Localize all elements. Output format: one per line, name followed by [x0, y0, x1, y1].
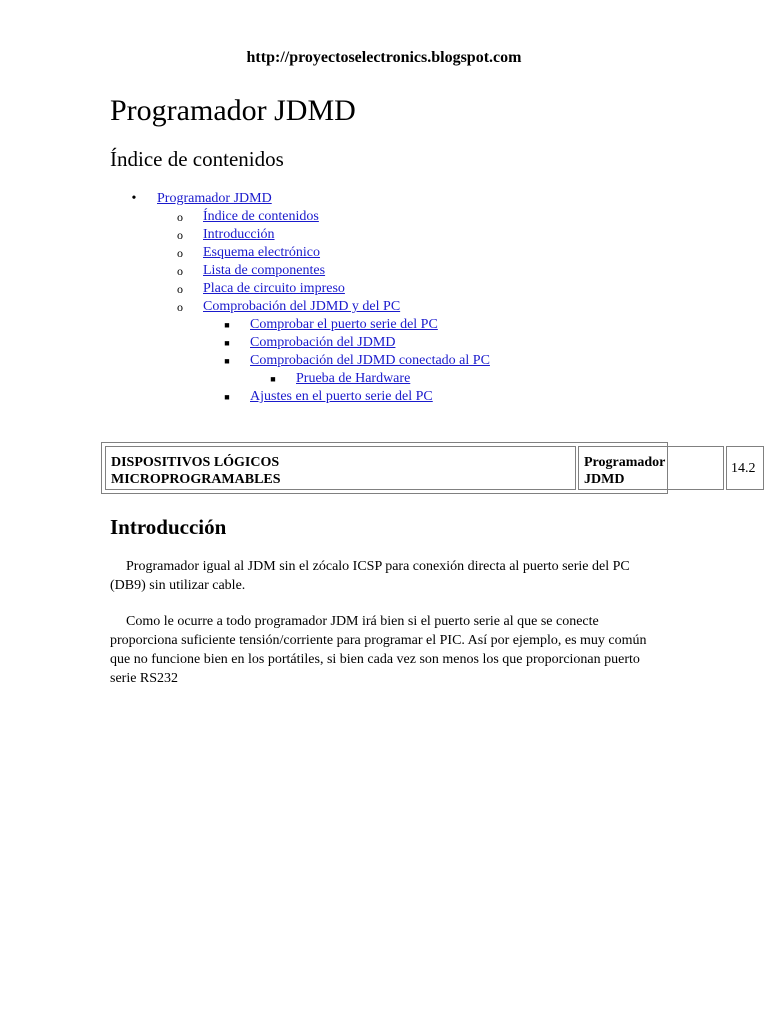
toc-bullet-icon: •	[131, 191, 137, 206]
toc-item	[0, 370, 768, 388]
subject-line-1: Programador	[584, 455, 666, 470]
toc-bullet-icon: o	[177, 210, 183, 224]
toc-item	[0, 190, 768, 208]
toc-link[interactable]: Comprobación del JDMD conectado al PC	[250, 353, 490, 368]
toc-link[interactable]: Introducción	[203, 227, 275, 242]
info-table	[101, 442, 756, 494]
toc-link[interactable]: Prueba de Hardware	[296, 371, 411, 386]
toc-item	[0, 334, 768, 352]
toc-bullet-icon: ■	[224, 356, 230, 366]
toc-link[interactable]: Programador JDMD	[157, 191, 272, 206]
toc-bullet-icon: o	[177, 228, 183, 242]
toc-item	[0, 244, 768, 262]
toc-bullet-icon: o	[177, 300, 183, 314]
toc-link[interactable]: Índice de contenidos	[203, 209, 319, 224]
toc-link[interactable]: Placa de circuito impreso	[203, 281, 345, 296]
table-of-contents	[0, 190, 768, 406]
toc-item	[0, 298, 768, 316]
toc-link[interactable]: Comprobar el puerto serie del PC	[250, 317, 438, 332]
toc-item	[0, 316, 768, 334]
toc-item	[0, 388, 768, 406]
toc-item	[0, 280, 768, 298]
subject-line-2: JDMD	[584, 472, 625, 487]
toc-bullet-icon: ■	[224, 392, 230, 402]
intro-paragraph-1: Programador igual al JDM sin el zócalo ICSP para conexión directa al puerto serie del PC (DB9) sin utilizar cable.	[110, 559, 630, 593]
toc-item	[0, 262, 768, 280]
info-table-subject-cell	[578, 446, 724, 490]
section-heading-introduccion: Introducción	[110, 515, 227, 539]
info-table-category-cell	[105, 446, 576, 490]
toc-bullet-icon: ■	[270, 374, 276, 384]
intro-paragraph-2: Como le ocurre a todo programador JDM irá bien si el puerto serie al que se conecte proporciona suficiente tensión/corriente para programar el PIC. Así por ejemplo, es muy común que no funcione bien en los portátiles, si bien cada vez son menos los que proporcionan puerto serie RS232	[110, 614, 647, 686]
toc-item	[0, 208, 768, 226]
toc-item	[0, 226, 768, 244]
toc-heading: Índice de contenidos	[110, 147, 284, 171]
toc-bullet-icon: o	[177, 282, 183, 296]
toc-link[interactable]: Comprobación del JDMD	[250, 335, 396, 350]
toc-link[interactable]: Lista de componentes	[203, 263, 326, 278]
category-line-1: DISPOSITIVOS LÓGICOS	[111, 455, 280, 470]
toc-bullet-icon: ■	[224, 338, 230, 348]
toc-item	[0, 352, 768, 370]
toc-bullet-icon: o	[177, 246, 183, 260]
toc-bullet-icon: ■	[224, 320, 230, 330]
toc-bullet-icon: o	[177, 264, 183, 278]
site-url-header: http://proyectoselectronics.blogspot.com	[246, 49, 522, 66]
page-title: Programador JDMD	[110, 94, 356, 127]
toc-link[interactable]: Esquema electrónico	[203, 245, 321, 260]
category-line-2: MICROPROGRAMABLES	[111, 472, 281, 487]
info-table-number-cell: 14.2	[726, 446, 764, 490]
toc-link[interactable]: Ajustes en el puerto serie del PC	[250, 389, 433, 404]
toc-link[interactable]: Comprobación del JDMD y del PC	[203, 299, 401, 314]
